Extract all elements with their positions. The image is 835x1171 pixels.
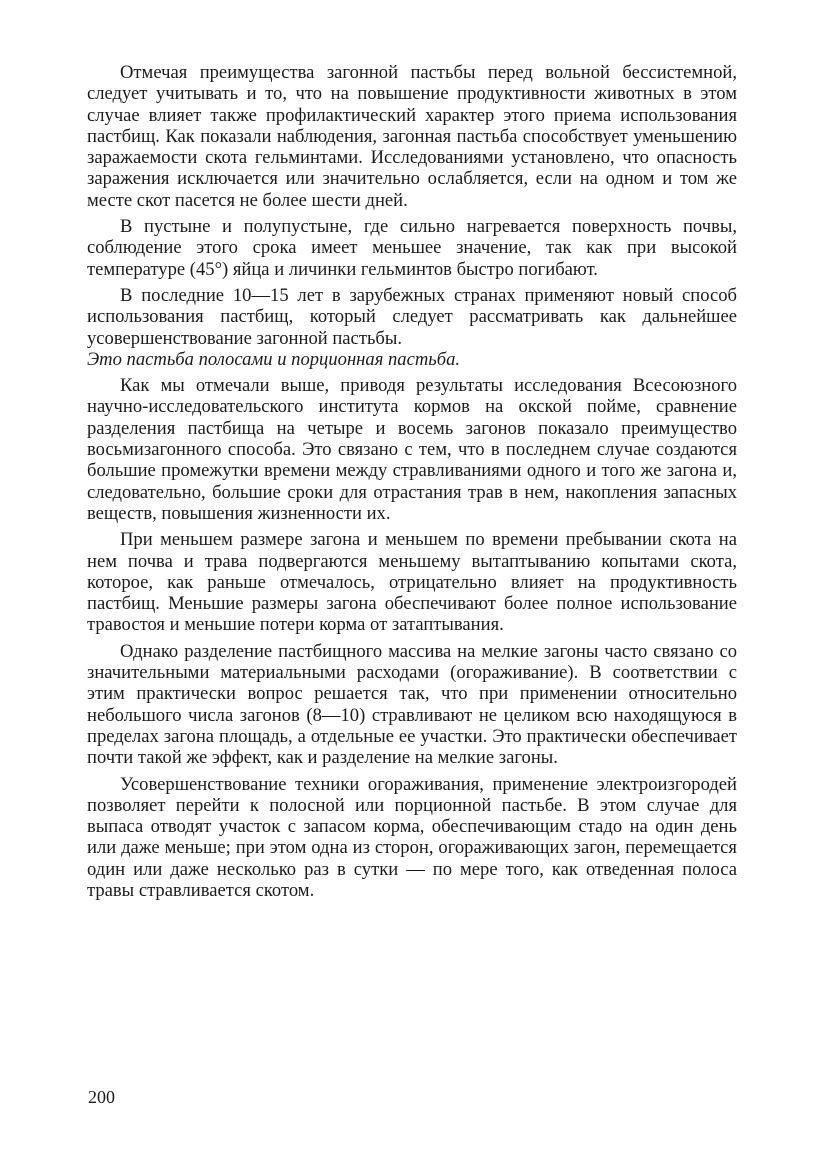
page-number: 200	[88, 1087, 115, 1107]
paragraph-3-text: В последние 10—15 лет в зарубежных странах применяют новый способ использования пастбищ, который следует рассматривать как дальнейшее усовершенствование загонной пастьбы.	[87, 284, 737, 349]
paragraph-1: Отмечая преимущества загонной пастьбы перед вольной бессистемной, следует учитывать и то, что на повышение продуктивности животных в этом случае влияет также профилактический характер этого приема использования пастбищ. Как показали наблюдения, загонная пастьба способствует уменьшению заражаемости скота гельминтами. Исследованиями установлено, что опасность заражения исключается или значительно ослабляется, если на одном и том же месте скот пасется не более шести дней.	[87, 62, 737, 211]
paragraph-3-italic-text: Это пастьба полосами и порционная пастьба.	[87, 348, 461, 370]
page-body	[87, 62, 737, 906]
paragraph-5: При меньшем размере загона и меньшем по времени пребывании скота на нем почва и трава подвергаются меньшему вытаптыванию копытами скота, которое, как раньше отмечалось, отрицательно влияет на продуктивность пастбищ. Меньшие размеры загона обеспечивают более полное использование травостоя и меньшие потери корма от затаптывания.	[87, 529, 737, 636]
paragraph-4: Как мы отмечали выше, приводя результаты исследования Всесоюзного научно-исследовательского института кормов на окской пойме, сравнение разделения пастбища на четыре и восемь загонов показало преимущество восьмизагонного способа. Это связано с тем, что в последнем случае создаются большие промежутки времени между стравливаниями одного и того же загона и, следовательно, большие сроки для отрастания трав в нем, накопления запасных веществ, повышения жизненности их.	[87, 375, 737, 524]
paragraph-3	[87, 285, 737, 370]
paragraph-2: В пустыне и полупустыне, где сильно нагревается поверхность почвы, соблюдение этого срока имеет меньшее значение, так как при высокой температуре (45°) яйца и личинки гельминтов быстро погибают.	[87, 216, 737, 280]
paragraph-7: Усовершенствование техники огораживания, применение электроизгородей позволяет перейти к полосной или порционной пастьбе. В этом случае для выпаса отводят участок с запасом корма, обеспечивающим стадо на один день или даже меньше; при этом одна из сторон, огораживающих загон, перемещается один или даже несколько раз в сутки — по мере того, как отведенная полоса травы стравливается скотом.	[87, 773, 737, 901]
paragraph-6: Однако разделение пастбищного массива на мелкие загоны часто связано со значительными материальными расходами (огораживание). В соответствии с этим практически вопрос решается так, что при применении относительно небольшого числа загонов (8—10) стравливают не целиком всю находящуюся в пределах загона площадь, а отдельные ее участки. Это практически обеспечивает почти такой же эффект, как и разделение на мелкие загоны.	[87, 640, 737, 769]
